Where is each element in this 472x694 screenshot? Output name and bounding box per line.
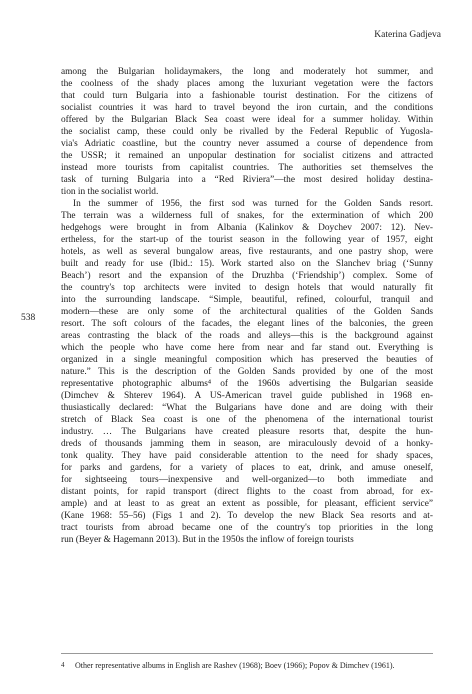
text-line: hedgehogs were brought in from Albania (Kalinkov & Doychev 2007: 12). Nev- — [61, 223, 433, 233]
text-line: distant points, for rapid transport (direct flights to the coast from abroad, for ex- — [61, 487, 433, 497]
footnote-text: Other representative albums in English are Rashev (1968); Boev (1966); Popov & Dimchev (1961). — [75, 661, 395, 670]
text-line: run (Beyer & Hagemann 2013). But in the 1950s the inflow of foreign tourists — [61, 535, 354, 545]
text-line: The terrain was a wilderness full of snakes, for the extermination of which 200 — [61, 211, 433, 221]
text-line: representative photographic albums⁴ of the 1960s advertising the Bulgarian seaside — [61, 379, 433, 389]
text-line: which the people who have come here from near and far stand out. Everything is — [61, 343, 433, 353]
text-line: task of turning Bulgaria into a “Red Riviera”—the most desired holiday destina- — [61, 175, 433, 185]
text-line: (Kane 1968: 55–56) (Figs 1 and 2). To develop the new Black Sea resorts and at- — [61, 511, 433, 521]
text-line: socialist countries it was hard to travel beyond the iron curtain, and the conditions — [61, 103, 433, 113]
text-line: offered by the Bulgarian Black Sea coast were ideal for a summer holiday. Within — [61, 115, 433, 125]
text-line: ample) and at least to as great an extent as possible, for pleasant, efficient service” — [61, 499, 433, 509]
text-line: for sightseeing tours—inexpensive and well-organized—to both immediate and — [61, 475, 433, 485]
paragraph-first-line: In the summer of 1956, the first sod was turned for the Golden Sands resort. — [73, 199, 433, 209]
text-line: organized in a single meaningful composition which has preserved the beauties of — [61, 355, 433, 365]
text-line: into the surrounding landscape. “Simple, beautiful, refined, colourful, tranquil and — [61, 295, 433, 305]
text-line: tonk quality. They have paid considerable attention to the need for shady spaces, — [61, 451, 433, 461]
text-line: modern—these are only some of the architectural qualities of the Golden Sands — [61, 307, 433, 317]
text-line: the coolness of the shady places among the luxuriant vegetation were the factors — [61, 79, 433, 89]
text-line: the USSR; it remained an unpopular destination for socialist citizens and attracted — [61, 151, 433, 161]
page-number: 538 — [21, 313, 36, 323]
footnote-divider — [61, 653, 433, 654]
text-line: ertheless, for the start-up of the tourist season in the following year of 1957, eight — [61, 235, 433, 245]
text-line: nature.” This is the description of the Golden Sands provided by one of the most — [61, 367, 433, 377]
footnote-marker: 4 — [61, 661, 65, 669]
text-line: (Dimchev & Shterev 1964). A US-American travel guide published in 1968 en- — [61, 391, 433, 401]
text-line: built and ready for use (Ibid.: 15). Work started also on the Slanchev briag (‘Sunny — [61, 259, 433, 269]
text-line: thusiastically declared: “What the Bulgarians have done and are doing with their — [61, 403, 433, 413]
text-line: the country's top architects were invited to design hotels that would naturally fit — [61, 283, 433, 293]
text-line: the socialist camp, these could only be rivalled by the Federal Republic of Yugosla- — [61, 127, 433, 137]
text-line: that could turn Bulgaria into a fashionable tourist destination. For the citizens of — [61, 91, 433, 101]
text-line: tract tourists from abroad became one of the country's top priorities in the long — [61, 523, 433, 533]
body-text — [61, 66, 433, 546]
text-line: areas contrasting the black of the roads and alleys—this is the background against — [61, 331, 433, 341]
footnote — [61, 661, 433, 670]
running-header-author: Katerina Gadjeva — [374, 30, 441, 40]
text-line: hotels, as well as several bungalow areas, five restaurants, and one pastry shop, were — [61, 247, 433, 257]
text-line: for parks and gardens, for a variety of places to eat, drink, and amuse oneself, — [61, 463, 433, 473]
text-line: via's Adriatic coastline, but the country never assumed a course of dependence from — [61, 139, 433, 149]
text-line: industry. … The Bulgarians have created pleasure resorts that, despite the hun- — [61, 427, 433, 437]
text-line: instead more tourists from capitalist countries. The authorities set themselves the — [61, 163, 433, 173]
text-line: Beach’) resort and the expansion of the Druzhba (‘Friendship’) complex. Some of — [61, 271, 433, 281]
text-line: among the Bulgarian holidaymakers, the long and moderately hot summer, and — [61, 67, 433, 77]
text-line: resort. The soft colours of the facades, the elegant lines of the balconies, the green — [61, 319, 433, 329]
text-line: stretch of Black Sea coast is one of the phenomena of the international tourist — [61, 415, 433, 425]
text-line: tion in the socialist world. — [61, 187, 159, 197]
text-line: dreds of thousands jamming them in season, are miraculously devoid of a honky- — [61, 439, 433, 449]
